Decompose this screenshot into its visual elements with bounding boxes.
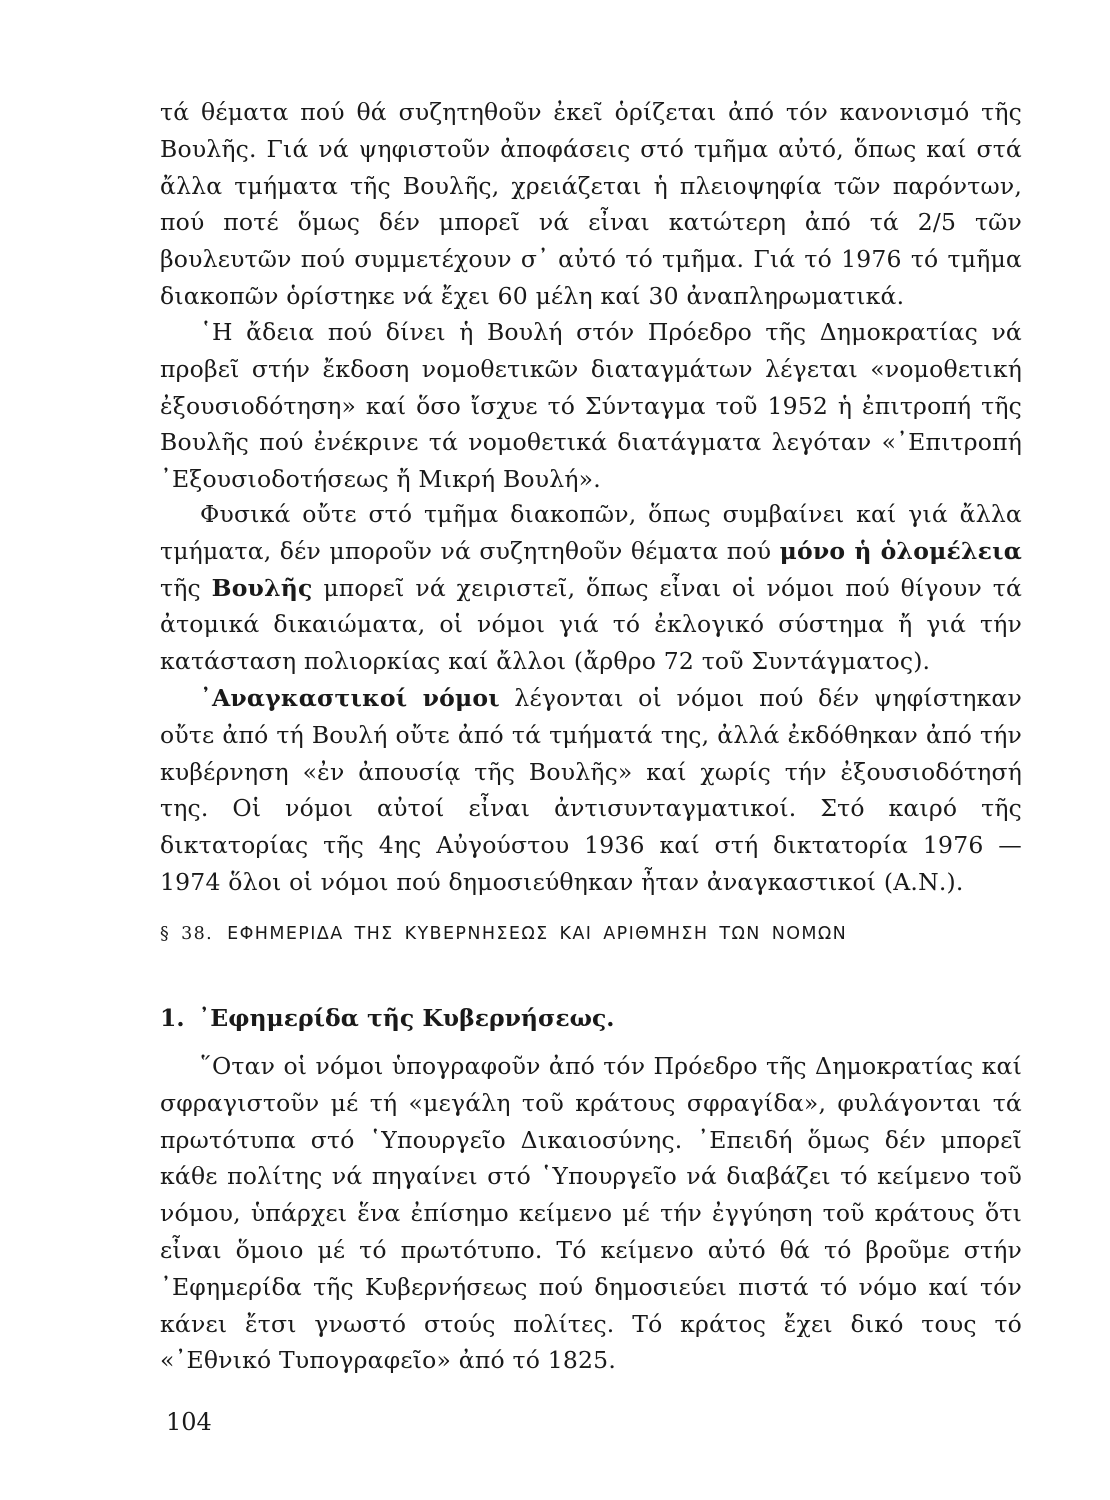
section-number: § 38. [160, 924, 214, 944]
subsection-title: ᾽Εφημερίδα τῆς Κυβερνήσεως. [198, 1004, 615, 1032]
bold-term: μόνο ἡ ὁλομέλεια [779, 536, 1022, 565]
section-heading [160, 924, 1020, 944]
text-run: τῆς [160, 573, 212, 602]
paragraph-government-gazette [160, 1048, 1022, 1379]
text-run: Φυσικά οὔτε στό τμῆμα διακοπῶν, ὅπως συμβαίνει καί γιά ἄλλα τμήματα, δέν μποροῦν νά συζητηθοῦν θέματα πού [160, 500, 1022, 565]
paragraph-text: ῾Η ἄδεια πού δίνει ἡ Βουλή στόν Πρόεδρο τῆς Δημοκρατίας νά προβεῖ στήν ἔκδοση νομοθετικῶν διαταγμάτων λέγεται «νομοθετική ἐξουσιοδότηση» καί ὅσο ἴσχυε τό Σύνταγμα τοῦ 1952 ἡ ἐπιτροπή τῆς Βουλῆς πού ἐνέκρινε τά νομοθετικά διατάγματα λεγόταν «᾽Επιτροπή ᾽Εξουσιοδοτήσεως ἤ Μικρή Βουλή». [160, 318, 1022, 494]
paragraph-legislative-authorization [160, 314, 1022, 498]
paragraph-text [160, 496, 1022, 680]
paragraph-continuation [160, 94, 1022, 315]
section-title: ΕΦΗΜΕΡΙΔΑ ΤΗΣ ΚΥΒΕΡΝΗΣΕΩΣ ΚΑΙ ΑΡΙΘΜΗΣΗ ΤΩΝ ΝΟΜΩΝ [227, 924, 848, 944]
text-run: λέγονται οἱ νόμοι πού δέν ψηφίστηκαν οὔτε ἀπό τή Βουλή οὔτε ἀπό τά τμήματά της, ἀλλά ἐκδόθηκαν ἀπό τήν κυβέρνηση «ἐν ἀπουσίᾳ τῆς Βουλῆς» καί χωρίς τήν ἐξουσιοδότησή της. Οἱ νόμοι αὐτοί εἶναι ἀντισυνταγματικοί. Στό καιρό τῆς δικτατορίας τῆς 4ης Αὐγούστου 1936 καί στή δικτατορία 1976 — 1974 ὅλοι οἱ νόμοι πού δημοσιεύθηκαν ἦταν ἀναγκαστικοί (Α.Ν.). [160, 684, 1022, 896]
bold-term: Βουλῆς [211, 573, 313, 602]
paragraph-text: ῞Οταν οἱ νόμοι ὑπογραφοῦν ἀπό τόν Πρόεδρο τῆς Δημοκρατίας καί σφραγιστοῦν μέ τή «μεγάλη τοῦ κράτους σφραγίδα», φυλάγονται τά πρωτότυπα στό ῾Υπουργεῖο Δικαιοσύνης. ᾽Επειδή ὅμως δέν μπορεῖ κάθε πολίτης νά πηγαίνει στό ῾Υπουργεῖο νά διαβάζει τό κείμενο τοῦ νόμου, ὑπάρχει ἕνα ἐπίσημο κείμενο μέ τήν ἐγγύηση τοῦ κράτους ὅτι εἶναι ὅμοιο μέ τό πρωτότυπο. Τό κείμενο αὐτό θά τό βροῦμε στήν ᾽Εφημερίδα τῆς Κυβερνήσεως πού δημοσιεύει πιστά τό νόμο καί τόν κάνει ἔτσι γνωστό στούς πολίτες. Τό κράτος ἔχει δικό τους τό «᾽Εθνικό Τυπογραφεῖο» ἀπό τό 1825. [160, 1052, 1022, 1375]
subsection-heading [160, 1000, 1020, 1036]
paragraph-text [160, 680, 1022, 901]
subsection-number: 1. [160, 1004, 185, 1032]
paragraph-text: τά θέματα πού θά συζητηθοῦν ἐκεῖ ὁρίζεται ἀπό τόν κανονισμό τῆς Βουλῆς. Γιά νά ψηφιστοῦν ἀποφάσεις στό τμῆμα αὐτό, ὅπως καί στά ἄλλα τμήματα τῆς Βουλῆς, χρειάζεται ἡ πλειοψηφία τῶν παρόντων, πού ποτέ ὅμως δέν μπορεῖ νά εἶναι κατώτερη ἀπό τά 2/5 τῶν βουλευτῶν πού συμμετέχουν σ᾽ αὐτό τό τμῆμα. Γιά τό 1976 τό τμῆμα διακοπῶν ὁρίστηκε νά ἔχει 60 μέλη καί 30 ἀναπληρωματικά. [160, 98, 1022, 310]
paragraph-vacation-section [160, 496, 1022, 680]
bold-term: ᾽Αναγκαστικοί νόμοι [200, 684, 500, 712]
page-number: 104 [166, 1408, 212, 1436]
paragraph-compulsory-laws [160, 680, 1022, 901]
text-run: μπορεῖ νά χειριστεῖ, ὅπως εἶναι οἱ νόμοι πού θίγουν τά ἀτομικά δικαιώματα, οἱ νόμοι γιά τό ἐκλογικό σύστημα ἤ γιά τήν κατάσταση πολιορκίας καί ἄλλοι (ἄρθρο 72 τοῦ Συντάγματος). [160, 573, 1023, 676]
